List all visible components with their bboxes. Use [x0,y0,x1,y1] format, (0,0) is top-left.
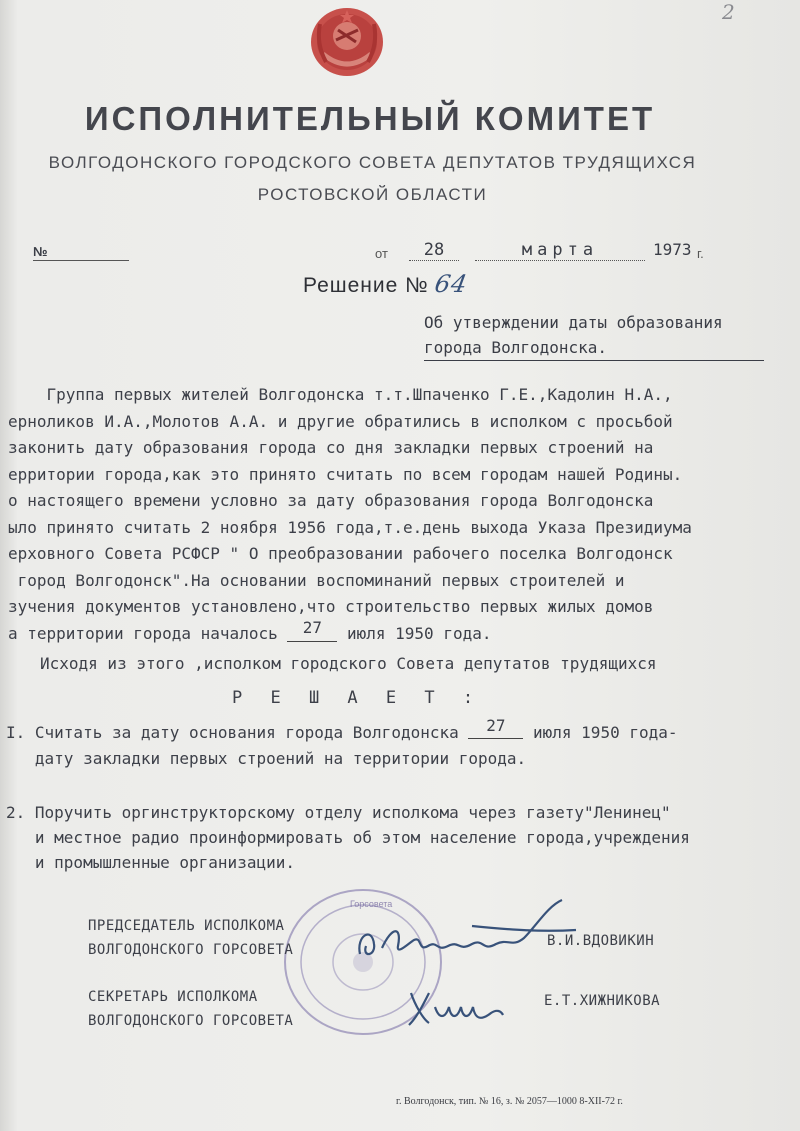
item1-line-2: дату закладки первых строений на территории города. [6,749,527,768]
item2-line-2: и местное радио проинформировать об этом население города,учреждения [6,828,690,847]
secretary-name: Е.Т.ХИЖНИКОВА [544,993,661,1009]
ussr-coat-of-arms-icon [308,4,386,78]
body-line: ерховного Совета РСФСР " О преобразовании рабочего поселка Волгодонск [8,544,673,563]
item1-after: июля 1950 года- [523,723,678,742]
chairman-handwritten-signature [352,896,578,966]
decision-subject [424,310,769,361]
number-label: № [33,244,48,259]
body-line: ерритории города,как это принято считать по всем городам нашей Родины. [8,464,683,484]
item1-day: 27 [468,713,523,739]
body-paragraph [8,382,783,648]
printing-house-imprint: г. Волгодонск, тип. № 16, з. № 2057—1000 8-XII-72 г. [396,1096,623,1107]
date-from-label: от [375,246,388,261]
body-line: город Волгодонск".На основании воспоминаний первых строителей и [8,570,625,590]
decision-number: 64 [432,270,470,298]
body-last-before: а территории города началось [8,623,288,643]
chair-title-2: ВОЛГОДОНСКОГО ГОРСОВЕТА [88,942,294,958]
body-line: ыло принято считать 2 ноября 1956 года,т.е.день выхода Указа Президиума [8,517,692,537]
date-suffix: г. [697,246,704,261]
decision-title [303,270,470,298]
date-month: марта [475,240,645,261]
body-last-after: июля 1950 года. [337,623,492,643]
body-line: зучения документов установлено,что строительство первых жилых домов [8,597,654,616]
stamp-text: Горсовета [350,899,393,909]
resolves-heading: Р Е Ш А Е Т : [232,688,483,708]
secretary-handwritten-signature [405,985,505,1030]
item1-line-1 [6,716,786,746]
decision-label: Решение № [303,274,429,297]
basis-line: Исходя из этого ,исполком городского Совета депутатов трудящихся [40,654,657,673]
pencil-page-mark: 2 [722,0,735,24]
date-day: 28 [409,240,459,261]
body-line: ерноликов И.А.,Молотов А.А. и другие обратились в исполком с просьбой [8,411,673,431]
organization-title: ИСПОЛНИТЕЛЬНЫЙ КОМИТЕТ [84,100,656,137]
resolution-item-1 [6,716,786,771]
secretary-title-1: СЕКРЕТАРЬ ИСПОЛКОМА [88,989,258,1005]
organization-subtitle: ВОЛГОДОНСКОГО ГОРОДСКОГО СОВЕТА ДЕПУТАТОВ ТРУДЯЩИХСЯ [48,153,697,172]
document-date [375,240,720,262]
item1-before: I. Считать за дату основания города Волгодонска [6,723,469,742]
subject-line-2: города Волгодонска. [424,335,764,361]
organization-region: РОСТОВСКОЙ ОБЛАСТИ [257,185,488,204]
body-line: законить дату образования города со дня закладки первых строений на [8,438,654,457]
date-year: 1973 [653,240,692,259]
item2-line-1: 2. Поручить оргинструкторскому отделу исполкома через газету"Ленинец" [6,803,671,822]
item2-line-3: и промышленные организации. [6,853,295,872]
body-last-day: 27 [287,615,337,643]
body-line: о настоящего времени условно за дату образования города Волгодонска [8,491,654,510]
subject-line-1: Об утверждении даты образования [424,313,723,332]
chair-title-1: ПРЕДСЕДАТЕЛЬ ИСПОЛКОМА [88,918,285,934]
body-line-last [8,617,783,649]
body-line: Группа первых жителей Волгодонска т.т.Шпаченко Г.Е.,Кадолин Н.А., [8,385,673,404]
resolution-item-2 [6,800,786,875]
chair-name: В.И.ВДОВИКИН [547,933,655,949]
document-number-field [33,244,129,261]
secretary-title-2: ВОЛГОДОНСКОГО ГОРСОВЕТА [88,1013,294,1029]
